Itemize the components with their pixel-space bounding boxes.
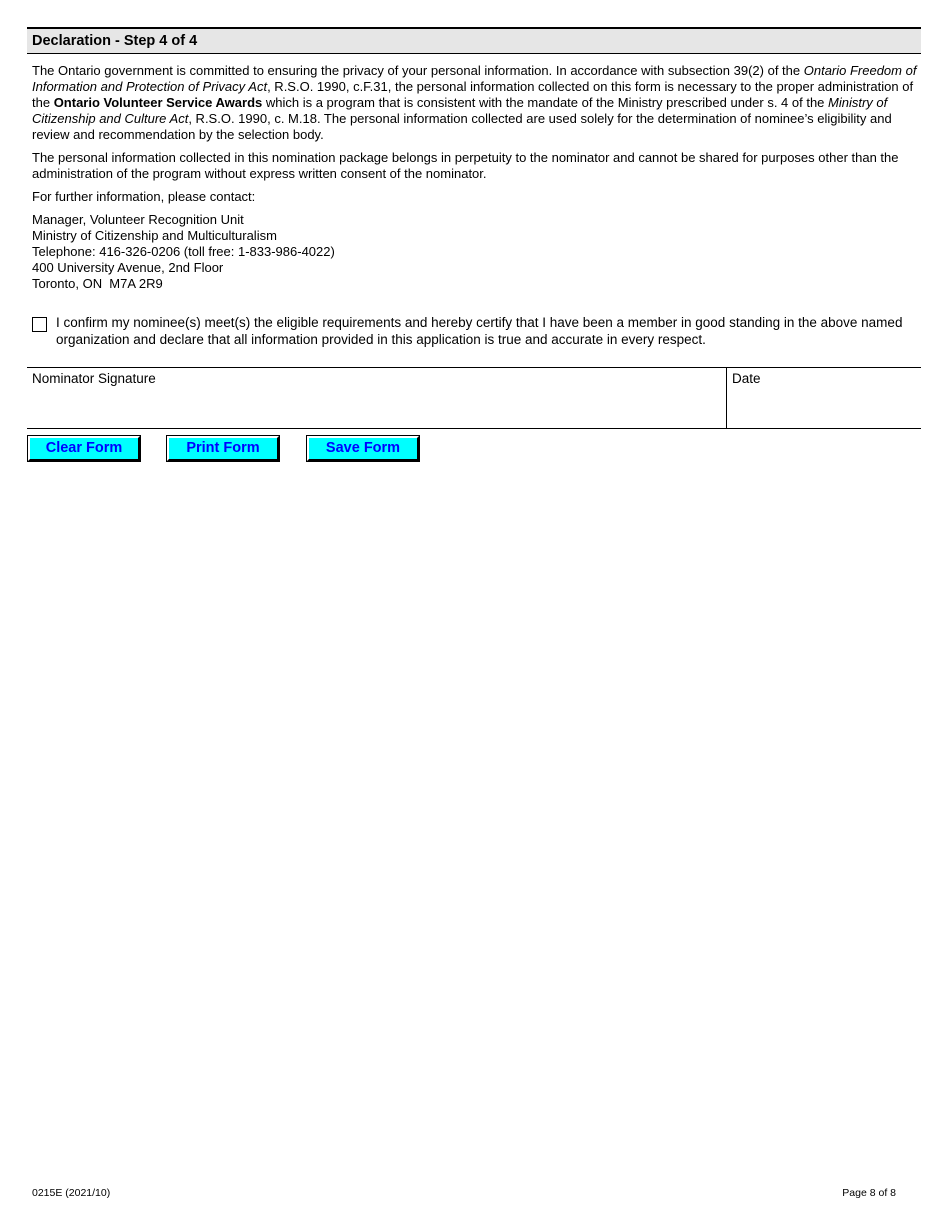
privacy-text-a: The Ontario government is committed to ensuring the privacy of your personal information. In accordance with subsection 39(2) of the (32, 63, 804, 78)
privacy-text-d: , R.S.O. 1990, c. M.18. The personal information collected are used solely for the determination of nominee’s eligibility and review and recommendation by the selection body. (32, 111, 892, 142)
contact-line: 400 University Avenue, 2nd Floor (32, 260, 224, 275)
act-name-fippa: Ontario Freedom of Information and Protection of Privacy Act (32, 63, 917, 94)
contact-address (32, 212, 335, 292)
page-number: Page 8 of 8 (842, 1187, 896, 1199)
privacy-statement (32, 63, 920, 143)
contact-intro: For further information, please contact: (32, 189, 256, 204)
contact-line: Toronto, ON M7A 2R9 (32, 276, 163, 291)
signature-label: Nominator Signature (32, 371, 156, 386)
confirm-label: I confirm my nominee(s) meet(s) the eligible requirements and hereby certify that I have been a member in good standing in the above named organization and declare that all information provided in this application is true and accurate in every respect. (56, 315, 903, 347)
program-name: Ontario Volunteer Service Awards (53, 95, 263, 110)
privacy-text-b: , R.S.O. 1990, c.F.31, the personal information collected on this form is necessary to the proper administration of the (32, 79, 914, 110)
signature-row (27, 367, 921, 429)
nominator-signature-field[interactable] (27, 368, 726, 428)
contact-line: Manager, Volunteer Recognition Unit (32, 212, 244, 227)
section-header (27, 27, 921, 54)
privacy-text-c: which is a program that is consistent with the mandate of the Ministry prescribed under s. 4 of the (262, 95, 829, 110)
contact-line: Ministry of Citizenship and Multiculturalism (32, 228, 277, 243)
save-form-button[interactable]: Save Form (307, 436, 419, 461)
act-name-ministry: Ministry of Citizenship and Culture Act (32, 95, 888, 126)
print-form-button[interactable]: Print Form (167, 436, 279, 461)
date-label: Date (732, 371, 761, 386)
contact-line: Telephone: 416-326-0206 (toll free: 1-833-986-4022) (32, 244, 335, 259)
date-field[interactable] (726, 368, 921, 428)
section-title: Declaration - Step 4 of 4 (32, 33, 198, 49)
clear-form-button[interactable]: Clear Form (28, 436, 140, 461)
form-number: 0215E (2021/10) (32, 1187, 111, 1199)
confirm-checkbox[interactable] (32, 317, 47, 332)
ownership-statement: The personal information collected in this nomination package belongs in perpetuity to the nominator and cannot be shared for purposes other than the administration of the program without express written consent of the nominator. (32, 150, 899, 181)
